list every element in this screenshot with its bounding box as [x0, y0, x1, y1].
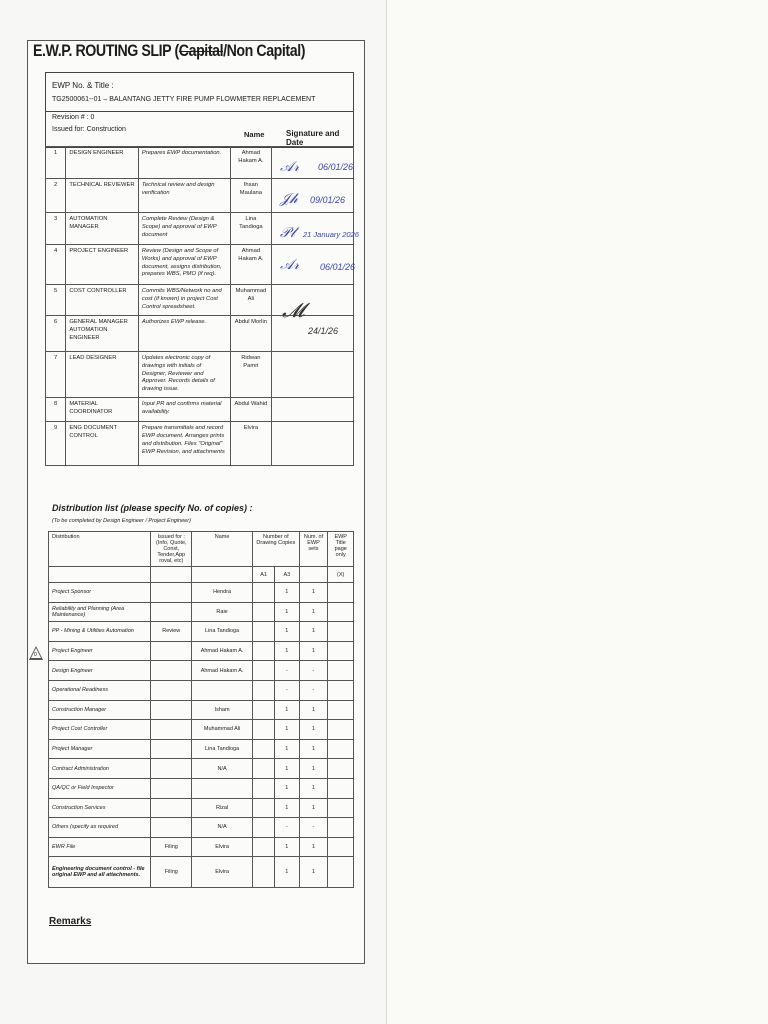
distribution-issued-for — [151, 759, 192, 779]
routing-description: Prepares EWP documentation. — [138, 147, 230, 179]
distribution-issued-for: Filing — [151, 837, 192, 857]
distribution-ewp-sets: 1 — [299, 700, 328, 720]
distribution-a3: - — [275, 818, 299, 838]
distribution-ewp-sets: 1 — [299, 720, 328, 740]
distribution-title-page — [328, 641, 354, 661]
distribution-a1 — [253, 583, 275, 603]
page-title — [33, 42, 305, 61]
revision-info — [46, 112, 353, 147]
ewp-value: TG2500061--01 – BALANTANG JETTY FIRE PUMP FLOWMETER REPLACEMENT — [52, 96, 316, 103]
distribution-row — [49, 661, 354, 681]
routing-number: 8 — [46, 398, 66, 422]
signature-date-6: 24/1/26 — [308, 326, 339, 336]
distribution-a1 — [253, 700, 275, 720]
signature-date-1: 06/01/26 — [318, 162, 354, 172]
routing-name: Elvira — [230, 422, 271, 466]
routing-description: Complete Review (Design & Scope) and approval of EWP document — [138, 213, 230, 245]
distribution-title-page — [328, 857, 354, 888]
routing-number: 3 — [46, 213, 66, 245]
distribution-row — [49, 798, 354, 818]
distribution-a1 — [253, 857, 275, 888]
distribution-name: Lina Tandioga — [192, 622, 253, 642]
distribution-ewp-sets: 1 — [299, 641, 328, 661]
subheader-blank — [192, 567, 253, 583]
routing-table — [45, 146, 354, 466]
title-strikethrough: Capital — [178, 42, 224, 60]
header-title-page: EWP Title page only — [328, 532, 354, 567]
header-ewp-sets: Num. of EWP sets — [299, 532, 328, 567]
distribution-issued-for — [151, 641, 192, 661]
routing-number: 2 — [46, 179, 66, 213]
distribution-a3: 1 — [275, 837, 299, 857]
distribution-a1 — [253, 720, 275, 740]
distribution-row — [49, 622, 354, 642]
distribution-a1 — [253, 837, 275, 857]
distribution-issued-for: Review — [151, 622, 192, 642]
distribution-title-page — [328, 720, 354, 740]
routing-description: Prepare transmittals and record EWP document. Arranges prints and distribution. Files "Original" EWP Revision, and attachments — [138, 422, 230, 466]
routing-name: Lina Tandioga — [230, 213, 271, 245]
distribution-a3: 1 — [275, 583, 299, 603]
routing-name: Muhammad Ali — [230, 285, 271, 316]
distribution-ewp-sets: 1 — [299, 837, 328, 857]
distribution-a1 — [253, 739, 275, 759]
distribution-issued-for — [151, 818, 192, 838]
subheader-x: (X) — [328, 567, 354, 583]
distribution-name: Ahmad Hakam A. — [192, 641, 253, 661]
distribution-issued-for — [151, 602, 192, 622]
signature-scribble-3: 𝒫𝓁 — [280, 224, 295, 240]
distribution-row — [49, 739, 354, 759]
routing-role: LEAD DESIGNER — [66, 352, 139, 398]
distribution-ewp-sets: 1 — [299, 759, 328, 779]
distribution-title-page — [328, 700, 354, 720]
distribution-issued-for — [151, 661, 192, 681]
routing-row — [46, 179, 354, 213]
routing-description: Input PR and confirms material availability. — [138, 398, 230, 422]
distribution-name: Muhammad Ali — [192, 720, 253, 740]
distribution-a1 — [253, 778, 275, 798]
distribution-a3: 1 — [275, 602, 299, 622]
distribution-ewp-sets: 1 — [299, 857, 328, 888]
routing-role: GENERAL MANAGER AUTOMATION ENGINEER — [66, 316, 139, 352]
distribution-a1 — [253, 661, 275, 681]
distribution-issued-for — [151, 583, 192, 603]
distribution-row — [49, 857, 354, 888]
routing-description: Review (Design and Scope of Works) and approval of EWP document, assigns distribution, prepares WBS, PMO (if req). — [138, 245, 230, 285]
routing-description: Updates electronic copy of drawings with initials of Designer, Reviewer and Approver. Records details of drawing issue. — [138, 352, 230, 398]
distribution-title-page — [328, 622, 354, 642]
distribution-a3: 1 — [275, 857, 299, 888]
routing-role: AUTOMATION MANAGER — [66, 213, 139, 245]
signature-scribble-2: 𝒥𝒽 — [280, 190, 298, 206]
distribution-issued-for — [151, 700, 192, 720]
remarks-heading: Remarks — [49, 916, 92, 927]
distribution-a3: 1 — [275, 739, 299, 759]
distribution-party: Project Sponsor — [49, 583, 151, 603]
routing-row — [46, 422, 354, 466]
routing-signature-cell — [271, 352, 353, 398]
ewp-label: EWP No. & Title : — [52, 81, 114, 90]
distribution-subheader-row — [49, 567, 354, 583]
distribution-title-page — [328, 798, 354, 818]
distribution-a3: 1 — [275, 622, 299, 642]
distribution-a1 — [253, 602, 275, 622]
distribution-title-page — [328, 680, 354, 700]
distribution-table — [48, 531, 354, 888]
distribution-name: Raie — [192, 602, 253, 622]
distribution-party: Construction Manager — [49, 700, 151, 720]
distribution-a3: 1 — [275, 778, 299, 798]
routing-row — [46, 245, 354, 285]
signature-date-2: 09/01/26 — [310, 195, 346, 205]
routing-role: ENG DOCUMENT CONTROL — [66, 422, 139, 466]
distribution-issued-for — [151, 739, 192, 759]
header-issued-for: Issued for : (Info, Quote, Const, Tender,App roval, etc) — [151, 532, 192, 567]
distribution-ewp-sets: 1 — [299, 583, 328, 603]
distribution-row — [49, 759, 354, 779]
distribution-title-page — [328, 818, 354, 838]
distribution-ewp-sets: 1 — [299, 602, 328, 622]
distribution-name: Lina Tandioga — [192, 739, 253, 759]
distribution-a1 — [253, 622, 275, 642]
distribution-a1 — [253, 680, 275, 700]
routing-role: DESIGN ENGINEER — [66, 147, 139, 179]
signature-scribble-4: 𝒜𝓇 — [280, 256, 300, 272]
routing-role: MATERIAL COORDINATOR — [66, 398, 139, 422]
distribution-a1 — [253, 818, 275, 838]
distribution-party: QA/QC or Field Inspector — [49, 778, 151, 798]
routing-name: Ahmad Hakam A. — [230, 147, 271, 179]
distribution-party: Design Engineer — [49, 661, 151, 681]
distribution-party: PP - Mining & Utilities Automation — [49, 622, 151, 642]
routing-signature-cell — [271, 422, 353, 466]
distribution-name: Elvira — [192, 857, 253, 888]
routing-row — [46, 398, 354, 422]
header-name: Name — [192, 532, 253, 567]
distribution-ewp-sets: 1 — [299, 622, 328, 642]
distribution-party: EWR File — [49, 837, 151, 857]
issued-for: Issued for: Construction — [52, 126, 126, 133]
routing-description: Technical review and design verification — [138, 179, 230, 213]
routing-name: Ridwan Pamri — [230, 352, 271, 398]
routing-row — [46, 352, 354, 398]
distribution-a1 — [253, 641, 275, 661]
distribution-row — [49, 837, 354, 857]
revision-triangle-number: 0 — [34, 652, 37, 658]
distribution-title-page — [328, 739, 354, 759]
routing-number: 1 — [46, 147, 66, 179]
routing-signature-cell — [271, 398, 353, 422]
distribution-header-row — [49, 532, 354, 567]
routing-row — [46, 147, 354, 179]
distribution-a3: 1 — [275, 720, 299, 740]
distribution-ewp-sets: 1 — [299, 778, 328, 798]
distribution-name: Rizal — [192, 798, 253, 818]
distribution-title-page — [328, 759, 354, 779]
ewp-info — [46, 73, 353, 112]
subheader-blank — [151, 567, 192, 583]
distribution-issued-for — [151, 778, 192, 798]
distribution-ewp-sets: - — [299, 661, 328, 681]
distribution-ewp-sets: - — [299, 818, 328, 838]
distribution-row — [49, 602, 354, 622]
title-prefix: E.W.P. ROUTING SLIP ( — [33, 42, 179, 60]
distribution-name: Isham — [192, 700, 253, 720]
distribution-name: N/A — [192, 818, 253, 838]
routing-role: PROJECT ENGINEER — [66, 245, 139, 285]
routing-name: Ahmad Hakam A. — [230, 245, 271, 285]
subheader-a1: A1 — [253, 567, 275, 583]
routing-role: TECHNICAL REVIEWER — [66, 179, 139, 213]
distribution-party: Project Engineer — [49, 641, 151, 661]
distribution-party: Contract Administration — [49, 759, 151, 779]
distribution-name — [192, 680, 253, 700]
routing-name: Ihsan Maulana — [230, 179, 271, 213]
distribution-issued-for — [151, 720, 192, 740]
distribution-party: Project Cost Controller — [49, 720, 151, 740]
distribution-a1 — [253, 759, 275, 779]
distribution-title: Distribution list (please specify No. of copies) : — [52, 503, 253, 513]
distribution-row — [49, 680, 354, 700]
routing-row — [46, 285, 354, 316]
distribution-party: Operational Readiness — [49, 680, 151, 700]
distribution-ewp-sets: 1 — [299, 798, 328, 818]
distribution-a3: - — [275, 680, 299, 700]
distribution-a3: 1 — [275, 641, 299, 661]
signature-scribble-1: 𝒜𝓇 — [280, 158, 300, 174]
distribution-ewp-sets: 1 — [299, 739, 328, 759]
distribution-a3: 1 — [275, 759, 299, 779]
distribution-title-page — [328, 583, 354, 603]
routing-number: 6 — [46, 316, 66, 352]
distribution-ewp-sets: - — [299, 680, 328, 700]
blank-page — [386, 0, 768, 1024]
ewp-header-box — [45, 72, 354, 148]
routing-description: Commits WBS/Network no and cost (if known) in project Cost Control spreadsheet. — [138, 285, 230, 316]
routing-name: Abdul Wahid — [230, 398, 271, 422]
revision-number: Revision # : 0 — [52, 114, 95, 121]
distribution-title-page — [328, 602, 354, 622]
distribution-a3: 1 — [275, 798, 299, 818]
distribution-subtitle: (To be completed by Design Engineer / Project Engineer) — [52, 518, 191, 524]
distribution-row — [49, 778, 354, 798]
distribution-row — [49, 818, 354, 838]
routing-name: Abdul Morlin — [230, 316, 271, 352]
distribution-issued-for: Filing — [151, 857, 192, 888]
distribution-name — [192, 778, 253, 798]
distribution-row — [49, 583, 354, 603]
name-column-header: Name — [244, 130, 265, 139]
distribution-issued-for — [151, 680, 192, 700]
distribution-row — [49, 641, 354, 661]
distribution-title-page — [328, 778, 354, 798]
title-suffix: /Non Capital) — [223, 42, 306, 60]
distribution-name: Elvira — [192, 837, 253, 857]
subheader-blank — [299, 567, 328, 583]
distribution-name: Ahmad Hakam A. — [192, 661, 253, 681]
distribution-a3: - — [275, 661, 299, 681]
distribution-party: Construction Services — [49, 798, 151, 818]
signature-date-4: 06/01/26 — [320, 262, 356, 272]
signature-scribble-6: 𝓜 — [282, 300, 305, 322]
routing-description: Authorizes EWP release. — [138, 316, 230, 352]
routing-number: 5 — [46, 285, 66, 316]
subheader-blank — [49, 567, 151, 583]
distribution-title-page — [328, 837, 354, 857]
distribution-party: Engineering document control - file original EWP and all attachments. — [49, 857, 151, 888]
distribution-name: N/A — [192, 759, 253, 779]
routing-number: 4 — [46, 245, 66, 285]
distribution-party: Others (specify as required — [49, 818, 151, 838]
distribution-issued-for — [151, 798, 192, 818]
signature-column-header: Signature and Date — [286, 129, 340, 147]
routing-number: 7 — [46, 352, 66, 398]
distribution-row — [49, 720, 354, 740]
distribution-title-page — [328, 661, 354, 681]
routing-role: COST CONTROLLER — [66, 285, 139, 316]
header-drawing-copies: Number of Drawing Copies — [253, 532, 299, 567]
subheader-a3: A3 — [275, 567, 299, 583]
distribution-party: Reliability and Planning (Area Maintenance) — [49, 602, 151, 622]
distribution-a1 — [253, 798, 275, 818]
signature-date-3: 21 January 2026 — [303, 230, 359, 239]
distribution-a3: 1 — [275, 700, 299, 720]
header-distribution: Distribution — [49, 532, 151, 567]
routing-row — [46, 213, 354, 245]
routing-number: 9 — [46, 422, 66, 466]
distribution-party: Project Manager — [49, 739, 151, 759]
distribution-name: Hendra — [192, 583, 253, 603]
distribution-row — [49, 700, 354, 720]
